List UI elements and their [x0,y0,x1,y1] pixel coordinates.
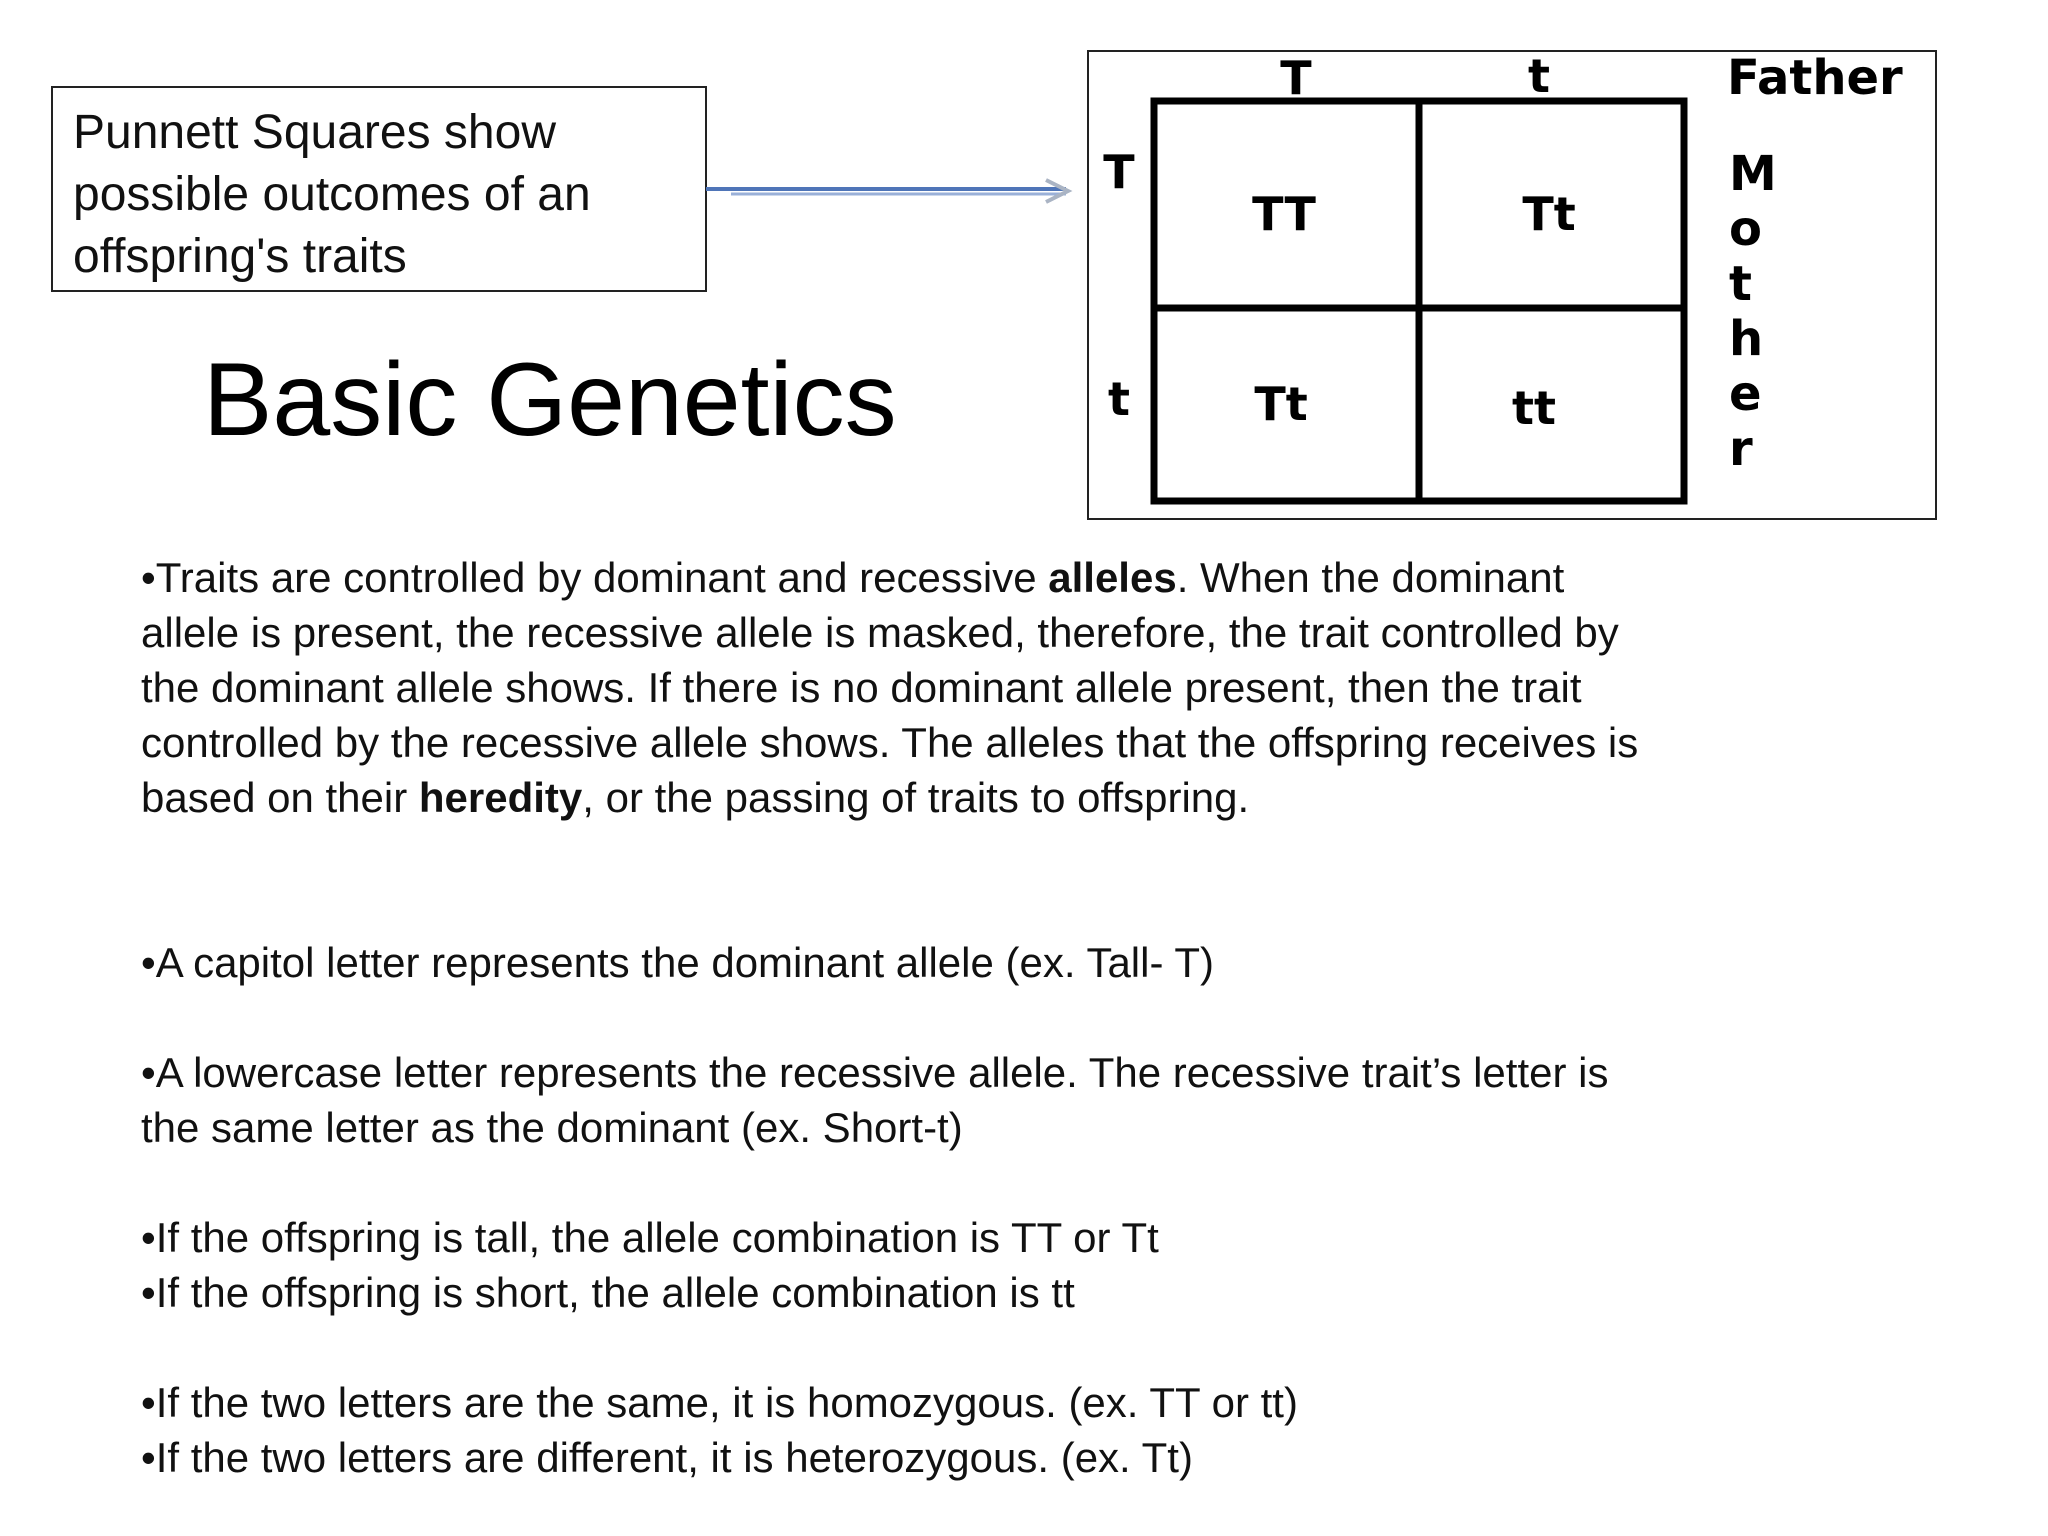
punnett-cell-Tt-top: Tt [1522,187,1576,241]
bullet-homozygous: •If the two letters are the same, it is homozygous. (ex. TT or tt) [141,1379,1298,1426]
mother-allele-2: t [1108,372,1130,426]
callout-line-3: offspring's traits [73,230,407,283]
mother-label-letter-2: o [1729,201,1762,257]
punnett-square [1087,50,1937,520]
mother-label-letter-6: r [1729,421,1753,477]
page-title: Basic Genetics [203,342,897,458]
bullet-short: •If the offspring is short, the allele combination is tt [141,1269,1075,1316]
bullet-lowercase-line-1: •A lowercase letter represents the recessive allele. The recessive trait’s letter is [141,1049,1609,1096]
bullet-traits-line-1: •Traits are controlled by dominant and recessive alleles. When the dominant [141,554,1565,601]
father-allele-2: t [1528,52,1550,103]
bullet-heterozygous: •If the two letters are different, it is heterozygous. (ex. Tt) [141,1434,1193,1481]
term-alleles: alleles [1048,554,1177,601]
bullet-traits-line-2: allele is present, the recessive allele is masked, therefore, the trait controlled by [141,609,1619,656]
callout-line-1: Punnett Squares show [73,106,556,159]
mother-label-letter-4: h [1729,311,1764,367]
mother-label-letter-1: M [1729,146,1777,202]
bullet-lowercase-line-2: the same letter as the dominant (ex. Short-t) [141,1104,963,1151]
callout-arrow [706,176,1086,206]
bullet-tall: •If the offspring is tall, the allele combination is TT or Tt [141,1214,1159,1261]
punnett-cell-TT: TT [1252,187,1316,241]
father-label: Father [1727,52,1903,106]
bullet-traits-line-3: the dominant allele shows. If there is no dominant allele present, then the trait [141,664,1582,711]
punnett-cell-tt: tt [1512,381,1556,435]
bullet-capitol-letter: •A capitol letter represents the dominant allele (ex. Tall- T) [141,939,1215,986]
mother-allele-1: T [1103,145,1135,199]
mother-label-letter-5: e [1729,366,1762,422]
term-heredity: heredity [418,774,583,821]
father-allele-1: T [1280,52,1312,105]
punnett-cell-Tt-bottom: Tt [1254,377,1308,431]
bullet-traits-line-4: controlled by the recessive allele shows. The alleles that the offspring receives is [141,719,1639,766]
callout-box [51,86,707,292]
bullet-traits-line-5: based on their heredity, or the passing of traits to offspring. [141,774,1250,821]
punnett-square-graphic [1089,52,1939,522]
body-text [141,550,1841,1485]
callout-line-2: possible outcomes of an [73,168,591,221]
mother-label-letter-3: t [1729,256,1752,312]
